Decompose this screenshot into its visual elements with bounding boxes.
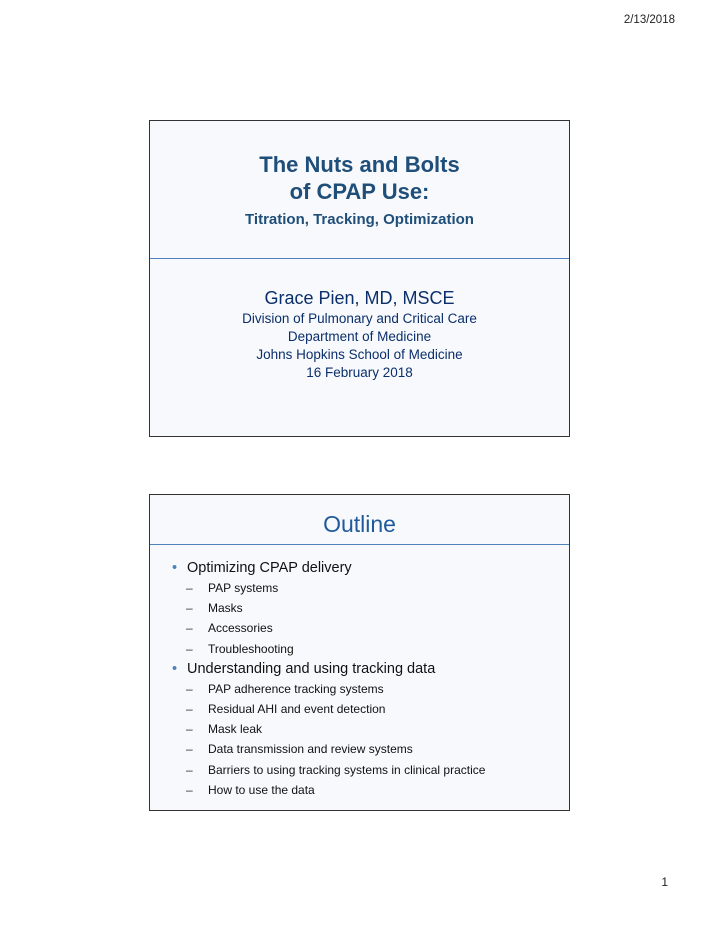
item-label: PAP systems xyxy=(208,581,279,595)
presentation-date: 16 February 2018 xyxy=(306,365,413,380)
list-item xyxy=(172,639,559,659)
list-item xyxy=(172,699,559,719)
affiliation-school: Johns Hopkins School of Medicine xyxy=(256,347,463,362)
item-label: Barriers to using tracking systems in clinical practice xyxy=(208,762,486,777)
affiliation-division: Division of Pulmonary and Critical Care xyxy=(242,311,477,326)
dash-icon: – xyxy=(186,782,193,797)
dash-icon: – xyxy=(186,601,193,616)
outline-section-2 xyxy=(172,659,559,679)
list-item xyxy=(172,578,559,598)
outline-divider xyxy=(150,544,569,545)
outline-list xyxy=(172,558,559,800)
item-label: Data transmission and review systems xyxy=(208,742,413,757)
outline-section-1 xyxy=(172,558,559,578)
dash-icon: – xyxy=(186,722,193,737)
list-item xyxy=(172,598,559,618)
outline-heading: Outline xyxy=(323,511,396,537)
item-label: Mask leak xyxy=(208,722,263,737)
affiliation-department: Department of Medicine xyxy=(287,329,432,344)
dash-icon: – xyxy=(186,621,193,636)
title-line-2: of CPAP Use: xyxy=(289,179,430,204)
title-line-1: The Nuts and Bolts xyxy=(259,152,460,177)
slide-subtitle: Titration, Tracking, Optimization xyxy=(245,211,474,228)
author-name: Grace Pien, MD, MSCE xyxy=(264,288,455,308)
dash-icon: – xyxy=(186,681,193,696)
section-label: Understanding and using tracking data xyxy=(187,660,436,677)
dash-icon: – xyxy=(186,702,193,717)
dash-icon: – xyxy=(186,581,193,595)
author-block xyxy=(150,286,569,382)
slide-title xyxy=(150,121,569,205)
bullet-icon: • xyxy=(172,660,178,677)
dash-icon: – xyxy=(186,641,193,656)
item-label: Masks xyxy=(208,601,243,616)
item-label: PAP adherence tracking systems xyxy=(208,681,384,696)
title-area xyxy=(150,121,569,258)
title-divider xyxy=(150,258,569,259)
list-item xyxy=(172,780,559,800)
list-item xyxy=(172,739,559,759)
item-label: Residual AHI and event detection xyxy=(208,702,386,717)
page-number: 1 xyxy=(661,875,668,889)
dash-icon: – xyxy=(186,742,193,757)
page-date: 2/13/2018 xyxy=(623,14,675,26)
list-item xyxy=(172,760,559,780)
section-label: Optimizing CPAP delivery xyxy=(187,560,352,576)
bullet-icon: • xyxy=(172,560,178,576)
item-label: How to use the data xyxy=(208,782,315,797)
title-slide xyxy=(149,120,570,437)
list-item xyxy=(172,679,559,699)
item-label: Troubleshooting xyxy=(208,641,294,656)
dash-icon: – xyxy=(186,762,193,777)
outline-slide xyxy=(149,494,570,811)
item-label: Accessories xyxy=(208,621,273,636)
list-item xyxy=(172,719,559,739)
list-item xyxy=(172,618,559,638)
